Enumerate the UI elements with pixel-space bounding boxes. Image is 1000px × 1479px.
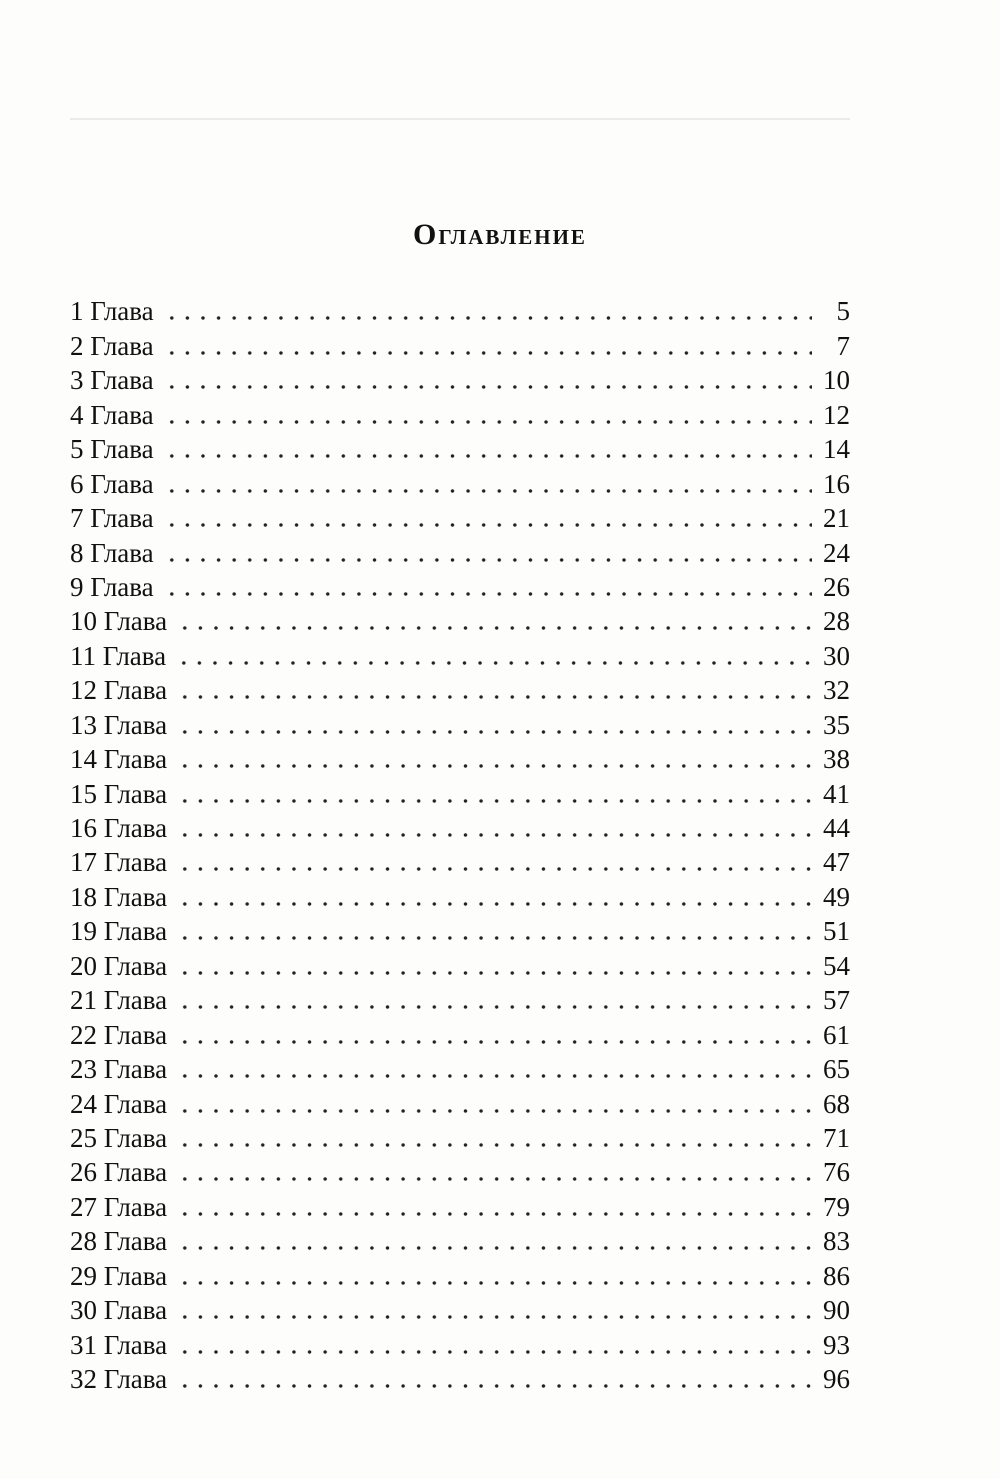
toc-entry <box>70 845 850 879</box>
toc-entry <box>70 948 850 982</box>
dot-leader <box>177 624 812 632</box>
toc-entry-page-number: 49 <box>823 881 850 912</box>
dot-leader <box>177 865 812 873</box>
dot-leader <box>177 762 812 770</box>
toc-entry-page-number: 5 <box>836 296 850 327</box>
toc-entry <box>70 879 850 913</box>
dot-leader <box>176 659 812 667</box>
toc-entry-label: 25 Глава <box>70 1122 168 1153</box>
toc-entry <box>70 397 850 431</box>
toc-entry-page-number: 96 <box>823 1364 850 1394</box>
toc-entry-label: 8 Глава <box>70 537 154 568</box>
dot-leader <box>177 728 812 736</box>
toc-entry-label: 15 Глава <box>70 778 168 809</box>
toc-entry-page-number: 47 <box>823 847 850 878</box>
toc-entry-label: 18 Глава <box>70 881 168 912</box>
toc-entry-page-number: 57 <box>823 985 850 1016</box>
toc-entry-page-number: 76 <box>823 1157 850 1188</box>
toc-entry-label: 16 Глава <box>70 813 168 843</box>
dot-leader <box>164 556 812 564</box>
toc-entry <box>70 707 850 741</box>
dot-leader <box>164 418 812 426</box>
dot-leader <box>177 934 812 942</box>
toc-entry-label: 31 Глава <box>70 1329 168 1360</box>
toc-entry <box>70 1362 850 1396</box>
toc-entry-label: 28 Глава <box>70 1226 168 1257</box>
toc-entry <box>70 501 850 535</box>
dot-leader <box>164 452 812 460</box>
toc-entry-page-number: 86 <box>823 1260 850 1291</box>
toc-entry-label: 11 Глава <box>70 640 167 671</box>
toc-entry-label: 19 Глава <box>70 916 168 947</box>
toc-entry <box>70 328 850 362</box>
dot-leader <box>177 797 812 805</box>
toc-entry-page-number: 44 <box>823 813 850 843</box>
toc-entry <box>70 1052 850 1086</box>
toc-entry-page-number: 41 <box>823 778 850 809</box>
dot-leader <box>177 693 812 701</box>
dot-leader <box>177 1313 812 1321</box>
toc-entry-label: 29 Глава <box>70 1260 168 1291</box>
toc-entry-label: 17 Глава <box>70 847 168 878</box>
toc-entry-page-number: 32 <box>823 675 850 706</box>
toc-entry <box>70 432 850 466</box>
toc-entry-page-number: 12 <box>823 399 850 430</box>
toc-entry-label: 4 Глава <box>70 399 154 430</box>
toc-entry <box>70 1155 850 1189</box>
toc-entry-page-number: 10 <box>823 365 850 396</box>
toc-entry <box>70 673 850 707</box>
toc-entry-label: 26 Глава <box>70 1157 168 1188</box>
toc-entry-page-number: 79 <box>823 1191 850 1222</box>
dot-leader <box>164 349 812 357</box>
toc-entry-label: 20 Глава <box>70 950 168 981</box>
toc-entry <box>70 363 850 397</box>
dot-leader <box>177 1348 812 1356</box>
toc-entry <box>70 570 850 604</box>
dot-leader <box>177 1382 812 1390</box>
toc-entry-label: 5 Глава <box>70 434 154 465</box>
toc-entry <box>70 535 850 569</box>
dot-leader <box>177 1210 812 1218</box>
toc-entry-page-number: 38 <box>823 744 850 775</box>
toc-entry-page-number: 35 <box>823 709 850 740</box>
dot-leader <box>177 1072 812 1080</box>
toc-entry-label: 13 Глава <box>70 709 168 740</box>
dot-leader <box>177 969 812 977</box>
toc-entry-page-number: 54 <box>823 950 850 981</box>
toc-entry-label: 23 Глава <box>70 1054 168 1085</box>
toc-entry <box>70 1017 850 1051</box>
dot-leader <box>177 831 812 839</box>
dot-leader <box>177 1107 812 1115</box>
toc-entry-page-number: 68 <box>823 1088 850 1119</box>
toc-entry <box>70 742 850 776</box>
toc-entry-page-number: 51 <box>823 916 850 947</box>
toc-entry-label: 12 Глава <box>70 675 168 706</box>
toc-entry <box>70 604 850 638</box>
toc-entry <box>70 1224 850 1258</box>
toc-entry <box>70 466 850 500</box>
toc-entry-page-number: 61 <box>823 1019 850 1050</box>
dot-leader <box>164 487 812 495</box>
dot-leader <box>164 314 812 322</box>
toc-entry-label: 14 Глава <box>70 744 168 775</box>
dot-leader <box>177 1038 812 1046</box>
toc-entry-page-number: 26 <box>823 571 850 602</box>
toc-entry-page-number: 90 <box>823 1295 850 1326</box>
toc-entry <box>70 1327 850 1361</box>
toc-entry-page-number: 16 <box>823 468 850 499</box>
dot-leader <box>177 1141 812 1149</box>
dot-leader <box>177 1244 812 1252</box>
toc-entry-label: 30 Глава <box>70 1295 168 1326</box>
toc-entry-page-number: 83 <box>823 1226 850 1257</box>
dot-leader <box>177 1003 812 1011</box>
table-of-contents <box>70 294 850 1396</box>
toc-entry-label: 32 Глава <box>70 1364 168 1394</box>
toc-entry <box>70 776 850 810</box>
page-title: Оглавление <box>413 218 587 251</box>
dot-leader <box>177 1279 812 1287</box>
toc-entry-label: 21 Глава <box>70 985 168 1016</box>
dot-leader <box>164 383 812 391</box>
toc-entry <box>70 1121 850 1155</box>
toc-entry-page-number: 93 <box>823 1329 850 1360</box>
toc-entry-label: 1 Глава <box>70 296 154 327</box>
toc-entry-label: 6 Глава <box>70 468 154 499</box>
toc-entry-page-number: 28 <box>823 606 850 637</box>
toc-entry-page-number: 14 <box>823 434 850 465</box>
dot-leader <box>164 521 812 529</box>
toc-entry-page-number: 7 <box>836 330 850 361</box>
toc-entry <box>70 811 850 845</box>
toc-entry-page-number: 21 <box>823 503 850 534</box>
toc-entry <box>70 983 850 1017</box>
dot-leader <box>164 590 812 598</box>
toc-entry-label: 27 Глава <box>70 1191 168 1222</box>
toc-entry-label: 7 Глава <box>70 503 154 534</box>
toc-entry-page-number: 71 <box>823 1122 850 1153</box>
dot-leader <box>177 900 812 908</box>
show-through-rule <box>70 118 850 120</box>
toc-entry <box>70 294 850 328</box>
toc-entry-label: 22 Глава <box>70 1019 168 1050</box>
toc-entry-label: 9 Глава <box>70 571 154 602</box>
toc-entry-label: 2 Глава <box>70 330 154 361</box>
toc-entry <box>70 1293 850 1327</box>
toc-entry <box>70 1189 850 1223</box>
toc-entry <box>70 638 850 672</box>
toc-entry-label: 24 Глава <box>70 1088 168 1119</box>
dot-leader <box>177 1175 812 1183</box>
toc-entry-page-number: 65 <box>823 1054 850 1085</box>
toc-entry-label: 3 Глава <box>70 365 154 396</box>
toc-entry-page-number: 24 <box>823 537 850 568</box>
toc-entry <box>70 1086 850 1120</box>
toc-entry-label: 10 Глава <box>70 606 168 637</box>
toc-entry <box>70 914 850 948</box>
toc-entry <box>70 1258 850 1292</box>
toc-entry-page-number: 30 <box>823 640 850 671</box>
